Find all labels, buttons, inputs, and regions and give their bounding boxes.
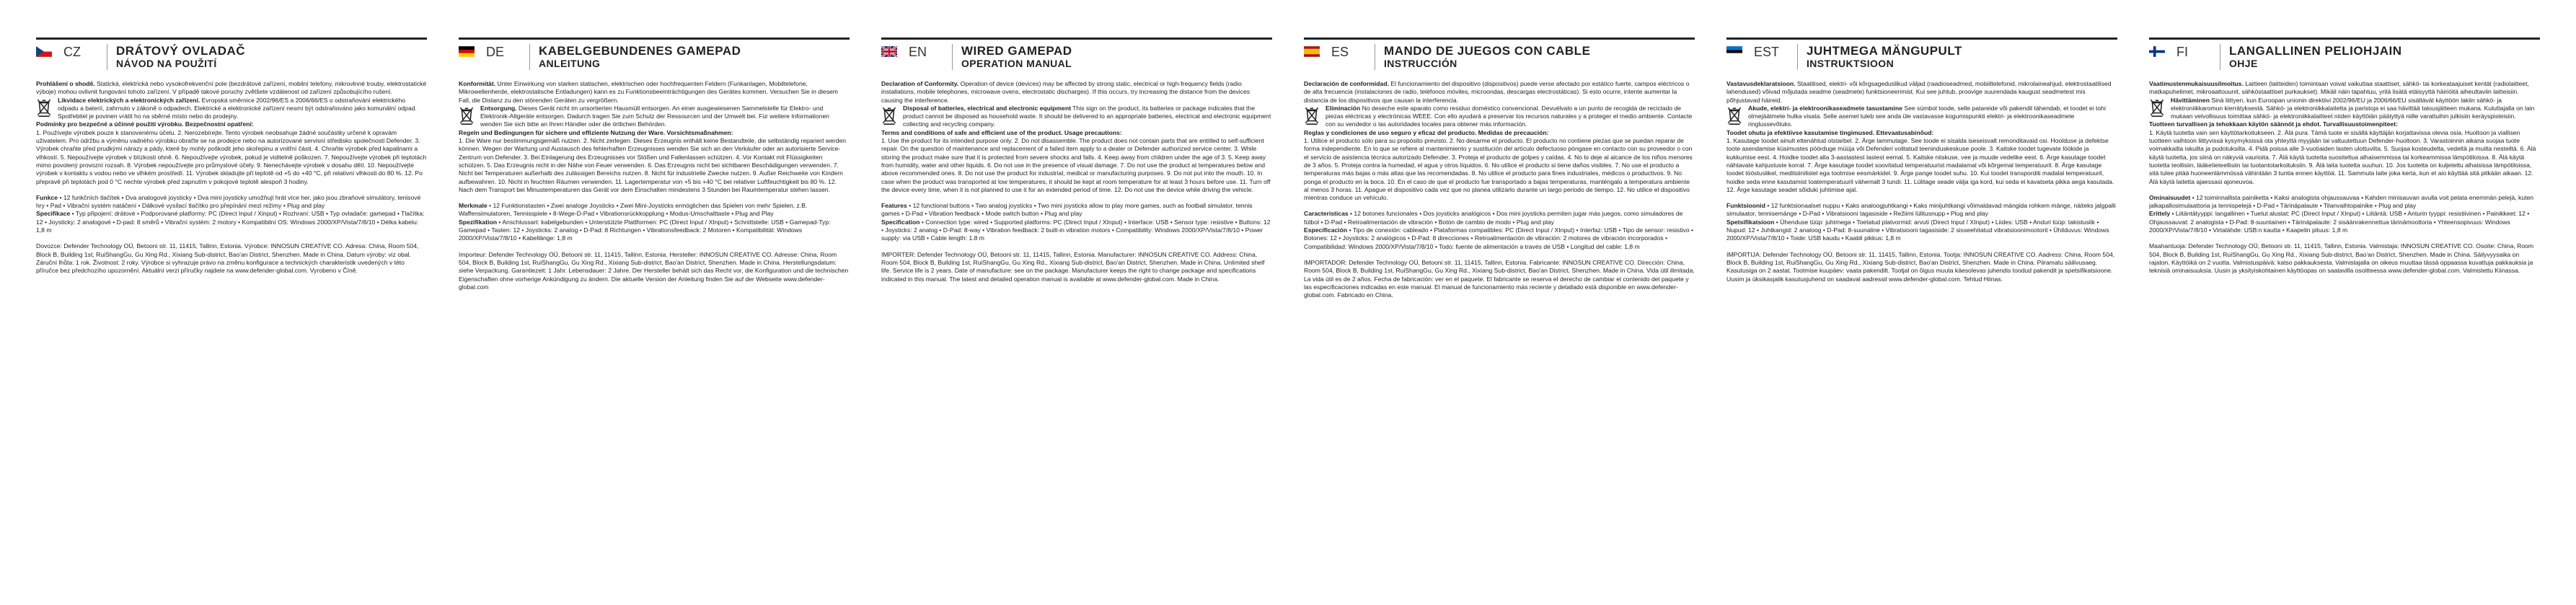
column-body xyxy=(459,80,850,291)
title-block xyxy=(952,44,1072,70)
paragraph-text: Evropská směrnice 2002/96/ES a 2006/66/ES o odstraňování elektrického odpadu a baterií, zahrnuto v zákoně o odpadech. Elektrické a elektronické zařízení nesmí být odstraňováno jako komunální odpad. Spotřebitel je povinen vrátit ho na sběrné místo nebo do prodejny. xyxy=(58,96,417,120)
product-title: WIRED GAMEPAD xyxy=(961,44,1072,58)
flag-fi-icon xyxy=(2149,46,2165,57)
paragraph-heading: Entsorgung. xyxy=(480,104,517,112)
paragraph-text: • 12 Funktionstasten • Zwei analoge Joysticks • Zwei Mini-Joysticks ermöglichen das Spielen von mehr Spielen, z.B. Waffensimulatoren, Tennisspiele • 8-Wege-D-Pad • Vibrationsrückkopplung • Modus-Umschalttaste • Plug and Play xyxy=(459,202,808,218)
paragraph xyxy=(1726,129,2117,137)
paragraph xyxy=(480,105,850,129)
paragraph xyxy=(459,80,850,105)
paragraph-heading: Merkmale xyxy=(459,202,488,210)
title-block xyxy=(1797,44,1962,70)
paragraph-heading: Prohlášení o shodě. xyxy=(36,80,95,87)
weee-bin-icon xyxy=(2149,98,2165,117)
paragraph-heading: Erittely xyxy=(2149,210,2171,218)
paragraph-text: • Liitäntätyyppi: langallinen • Tuetut alustat: PC (Direct Input / XInput) • Liitäntä: USB • Anturin tyyppi: resistiivinen • Painikkeet: 12 • Ohjaussauvat: 2 analogista • D-Pad: 8-suuntainen • Tärinäpalaute: 2 sisäänrakennettua tärinämoottoria • Yhteensopivuus: Windows 2000/XP/Vista/7/8/10 • Virtalähde: USB:n kautta • Kaapelin pituus: 1,8 m xyxy=(2149,210,2530,234)
paragraph xyxy=(881,251,1272,283)
paragraph-text: Unter Einwirkung von starken statischen, elektrischen oder hochfrequenten Feldern (Funkanlagen, Mobiltelefone, Mikrowellenherde, elektrostatische Entladungen) kann es zu Funktionsbeeinträchtigungen des Gerätes kommen. Versuchen Sie in diesem Fall, die Distanz zu den störenden Geräten zu vergrößern. xyxy=(459,80,838,104)
paragraph xyxy=(2149,80,2540,97)
flag-es-icon xyxy=(1304,46,1320,57)
paragraph-text: 1. Käytä tuotetta vain sen käyttötarkoitukseen. 2. Älä pura. Tämä tuote ei sisällä käyttäjän korjattavissa olevia osia. Huoltoon ja viallisen tuotteen vaihtoon liittyvissä kysymyksissä ota yhteyttä myyjään tai valtuutettuun Defender-huoltoon. 3. Varastoinnin aikana suojaa tuote voimakkailta iskuilta ja pudotuksilta. 4. Pidä poissa alle 3-vuotiaiden lasten ulottuvilta. 5. Suojaa kosteudelta, vedeltä ja muilta nesteiltä. 6. Älä käytä tuotetta, jos siinä on näkyviä vaurioita. 7. Älä käytä tuotetta suositeltua alhaisemmissa tai korkeammissa lämpötiloissa. 8. Älä käytä tuotetta teollisiin, lääketieteellisiin tai tuotantotarkoituksiin. 9. Älä laita tuotetta suuhun. 10. Jos tuotetta on kuljetettu alhaisissa lämpötiloissa, sitä tulee pitää huoneenlämmössä vähintään 3 tuntia ennen käyttöä. 11. Sammuta laite joka kerta, kun et aio käyttää sitä pitkään aikaan. 12. Älä käytä laitetta ajaessasi ajoneuvoa. xyxy=(2149,128,2536,185)
column-header xyxy=(2149,37,2540,80)
manual-subtitle: ANLEITUNG xyxy=(539,58,601,69)
paragraph xyxy=(36,210,427,234)
paragraph-text: El funcionamiento del dispositivo (dispositivos) puede verse afectado por estático fuerte, campos eléctricos o de alta frecuencia (instalaciones de radio, teléfonos móviles, microondas, descargas electrostáticas). Si esto ocurre, intente aumentar la distancia de los dispositivos que causan la interferencia. xyxy=(1304,80,1690,104)
paragraph-text: Dieses Gerät nicht im unsortierten Hausmüll entsorgen. An einer ausgewiesenen Sammelstelle für Elektro- und Elektronik-Altgeräte entsorgen. Dadurch tragen Sie zum Schutz der Ressourcen und der Umwelt bei. Für weitere Informationen wenden Sie sich bitte an Ihren Händler oder die örtlichen Behörden. xyxy=(480,104,829,128)
paragraph-text: • Connection type: wired • Supported platforms: PC (Direct Input / XInput) • Interface: USB • Sensor type: resistive • Buttons: 12 • Joysticks: 2 analog • D-Pad: 8-way • Vibration feedback: 2 built-in vibration motors • Compatibility: Windows 2000/XP/Vista/7/8/10 • Power supply: via USB • Cable length: 1.8 m xyxy=(881,218,1271,242)
product-title: DRÁTOVÝ OVLADAČ xyxy=(116,44,246,58)
paragraph-text: • 12 toiminnallista painiketta • Kaksi analogista ohjaussauvaa • Kahden minisauvan avulla voit pelata enemmän pelejä, kuten jalkapallosimulaattoria ja tennispelejä • D-Pad • Tärinäpalaute • Tilanvaihtopainike • Plug and play xyxy=(2149,193,2534,210)
flag-gb-icon xyxy=(881,46,897,57)
paragraph-text: 1. Kasutage toodet ainult ettenähtud otstarbel. 2. Ärge lammutage. See toode ei sisalda iseseisvalt remonditavaid osi. Hoolduse ja defektse toote asendamise küsimustes pöörduge müüja või Defenderi volitatud teeninduskeskuse poole. 3. Kaitske toodet tugevate löökide ja kukkumise eest. 4. Hoidke toodet alla 3-aastastest lastest eemal. 5. Kaitske niiskuse, vee ja muude vedelike eest. 6. Ärge kasutage toodet nähtavate kahjustuste korral. 7. Ärge kasutage toodet soovitatud temperatuurist madalamal või kõrgemal temperatuuril. 8. Ärge kasutage toodet tööstuslikel, meditsiinilistel ega tootmise eesmärkidel. 9. Ärge pange toodet suhu. 10. Kui toodet transporditi madalal temperatuuril, hoidke seda enne kasutamist toatemperatuuril vähemalt 3 tundi. 11. Lülitage seade välja iga kord, kui seda ei kavatseta pikka aega kasutada. 12. Ärge kasutage seadet sõiduki juhtimise ajal. xyxy=(1726,137,2114,193)
paragraph xyxy=(1726,251,2117,283)
paragraph xyxy=(459,129,850,137)
paragraph xyxy=(36,120,427,128)
paragraph xyxy=(36,80,427,97)
language-column-cz xyxy=(36,37,427,605)
product-title: MANDO DE JUEGOS CON CABLE xyxy=(1384,44,1591,58)
language-column-de xyxy=(459,37,850,605)
paragraph-text: 1. Die Ware nur bestimmungsgemäß nutzen. 2. Nicht zerlegen. Dieses Erzeugnis enthält keine Bestandteile, die selbständig repariert werden können. Wegen der Wartung und Austausch des fehlerhaften Erzeugnisses wenden Sie sich an den Verkäufer oder an autorisierte Service-Zentrum von Defender. 3. Bei Einlagerung des Erzeugnisses vor Stößen und Fallenlassen schützen. 4. Vor Kontakt mit Flüssigkeiten schützen. 5. Das Erzeugnis nicht in der Nähe von Feuer verwenden. 6. Das Erzeugnis nicht bei sichtbaren Beschädigungen verwenden. 7. Nicht bei Temperaturen außerhalb des zulässigen Bereichs nutzen. 8. Nicht für industrielle Zwecke nutzen. 9. Außer Reichweite von Kindern aufbewahren. 10. Nicht in feuchten Räumen verwenden. 11. Lagertemperatur von +5 bis +40 °C bei relativer Luftfeuchtigkeit bis 80 %. 12. Nach dem Transport bei Minustemperaturen das Gerät vor dem Einschalten mindestens 3 Stunden bei Raumtemperatur stehen lassen. xyxy=(459,137,847,193)
weee-bin-icon xyxy=(459,106,475,125)
paragraph xyxy=(1304,137,1695,202)
weee-bin-icon xyxy=(1304,106,1320,125)
paragraph xyxy=(881,137,1272,194)
paragraph-heading: Specifikace xyxy=(36,210,71,218)
paragraph-text: • Typ připojení: drátové • Podporované platformy: PC (Direct Input / Xinput) • Rozhraní: USB • Typ ovladače: gamepad • Tlačítka: 12 • Joysticky: 2 analogové • D-pad: 8 směrů • Vibrační systém: 2 motory • Kompatibilní OS: Windows 2000/XP/Vista/7/8/10 • Délka kabelu: 1,8 m xyxy=(36,210,425,234)
column-header xyxy=(881,37,1272,80)
paragraph xyxy=(1726,218,2117,243)
paragraph xyxy=(881,218,1272,243)
paragraph xyxy=(1304,210,1695,226)
paragraph xyxy=(1748,105,2117,129)
product-title: JUHTMEGA MÄNGUPULT xyxy=(1807,44,1962,58)
language-code: CZ xyxy=(63,45,81,59)
paragraph-text: Statická, elektrická nebo vysokofrekvenční pole (bezdrátové zařízení, mobilní telefony, mikrovlnné trouby, elektrostatické výboje) mohou ovlivnit fungování tohoto zařízení. V případě takové poruchy zvětšete vzdálenost od zařízení způsobujícího rušení. xyxy=(36,80,427,96)
paragraph-heading: Podmínky pro bezpečné a účinné použití výrobku. Bezpečnostní opatření: xyxy=(36,120,254,128)
paragraph-text: Laitteen (laitteiden) toimintaan voivat vaikuttaa staattiset, sähkö- tai korkeataajuiset kentät (radiolaitteet, matkapuhelimet, mikroaaltouunit, sähköstaattiset purkaukset). Mikäli näin tapahtuu, yritä lisätä etäisyyttä häiriöitä aiheuttaviin laitteisiin. xyxy=(2149,80,2529,96)
paragraph-text: IMPORTIJA: Defender Technology OÜ, Betooni str. 11, 11415, Tallinn, Estonia. Tootja: INNOSUN CREATIVE CO. Aadress: China, Room 504, Block B, Building 1st, RuiShangGu, Gu Xing Rd., Xixiang Sub-district, Bao'an District, Shenzhen. Made in China. Piiramatu säilivusaeg. Kasutusiga on 2 aastat. Tootmise kuupäev: vaata pakendilt. Tootjal on õigus muuta käesolevas juhendis toodud pakendit ja spetsifikatsioone. Uusim ja üksikasjalik kasutusjuhend on saadaval aadressil www.defender-global.com. Tehtud Hiinas. xyxy=(1726,250,2115,283)
paragraph-text: Maahantuoja: Defender Technology OÜ, Betooni str. 11, 11415, Tallinn, Estonia. Valmistaja: INNOSUN CREATIVE CO. Osoite: China, Room 504, Block B, Building 1st, RuiShangGu, Gu Xing Rd., Xixiang Sub-district, Bao'an District, Shenzhen. Made in China. Säilyvyysaika on rajaton. Käyttöikä on 2 vuotta. Valmistuspäivä: katso pakkauksesta. Valmistajalla on oikeus muuttaa tässä oppaassa kuvattuja pakkauksia ja teknisiä ominaisuuksia. Uusin ja yksityiskohtainen käyttöopas on saatavilla osoitteessa www.defender-global.com. Valmistettu Kiinassa. xyxy=(2149,242,2534,275)
column-header xyxy=(36,37,427,80)
paragraph-text: Staatilised, elektri- või kõrgsageduslikud väljad (raadioseadmed, mobiiltelefonid, mikrolaineahjud, elektrostaatilised lahendused) võivad mõjutada seadme (seadmete) funktsioneerimist. Kui see juhtub, proovige suurendada kaugust seadmetest mis põhjustavad häireid. xyxy=(1726,80,2112,104)
column-header xyxy=(1304,37,1695,80)
language-code: EN xyxy=(909,45,927,59)
title-block xyxy=(107,44,245,70)
paragraph-text: • 12 functional buttons • Two analog joysticks • Two mini joysticks allow to play more games, such as football simulator, tennis games • D-Pad • Vibration feedback • Mode switch button • Plug and play xyxy=(881,202,1253,218)
paragraph-text: • 12 botones funcionales • Dos joysticks analógicos • Dos mini joysticks permiten jugar más juegos, como simuladores de fútbol • D-Pad • Retroalimentación de vibración • Botón de cambio de modo • Plug and play xyxy=(1304,210,1683,226)
paragraph xyxy=(459,218,850,243)
column-body xyxy=(36,80,427,275)
paragraph-heading: Terms and conditions of safe and efficient use of the product. Usage precautions: xyxy=(881,128,1122,136)
language-column-fi xyxy=(2149,37,2540,605)
paragraph-heading: Features xyxy=(881,202,907,210)
manual-subtitle: INSTRUCCIÓN xyxy=(1384,58,1457,69)
paragraph-text: • 12 funktsionaalset nuppu • Kaks analoogjuhtkangi • Kaks minijuhtkangi võimaldavad mängida rohkem mänge, näiteks jalgpalli simulaator, tennisemänge • D-Pad • Vibratsiooni tagasiside • Režiimi lülitusnupp • Plug and play xyxy=(1726,202,2116,218)
weee-bin-icon xyxy=(1726,106,1742,125)
language-column-es xyxy=(1304,37,1695,605)
paragraph xyxy=(2149,129,2540,186)
paragraph-heading: Akude, elektri- ja elektroonikaseadmete tasustamine xyxy=(1748,104,1902,112)
paragraph-heading: Reglas y condiciones de uso seguro y eficaz del producto. Medidas de precaución: xyxy=(1304,128,1549,136)
manual-subtitle: OHJE xyxy=(2229,58,2258,69)
paragraph xyxy=(2171,97,2540,121)
paragraph-text: Sinä liittyen, kun Euroopan unionin direktiivi 2002/96/EU ja 2006/66/EU sisältävät käyttöön lakiin sähkö- ja elektroniikkaromun kierrätyksestä. Sähkö- ja elektroniikkalaitetta ja paristoja ei saa hävittää talousjätteen mukana. Kuluttajalla on lain mukaan velvollisuus toimittaa sähkö- ja elektroniikkalaitteet niiden käyttöiän päätyttyä niille varattuihin julkisiin keräyspisteisiin. xyxy=(2171,96,2535,120)
paragraph-text: 1. Use the product for its intended purpose only. 2. Do not disassemble. The product does not contain parts that are entitled to self-sufficient repair. On the question of maintenance and replacement of a failed item apply to a dealer or Defender authorized service center. 3. While storing the product make sure that it is protected from severe shocks and falls. 4. Keep away from children under the age of 3. 5. Keep away from humidity, water and other liquids. 6. Do not use in the presence of visual damage. 7. Do not use the product at temperatures below and above recommended ones. 8. Do not use the product for industrial, medical or manufacturing purposes. 9. Do not put into the mouth. 10. In case when the product was transported at low temperatures, it should be kept at room temperature for at least 3 hours before use. 11. Turn off the device every time, when it is not planned to use it for an extended period of time. 12. Do not use the device while driving the vehicle. xyxy=(881,137,1271,193)
paragraph-heading: Declaration of Conformity. xyxy=(881,80,959,87)
paragraph xyxy=(903,105,1272,129)
paragraph-heading: Hävittäminen xyxy=(2171,96,2210,104)
paragraph-text: 1. Utilice el producto sólo para su propósito previsto. 2. No desarme el producto. El producto no contiene piezas que se puedan reparar de forma independiente. En lo que se refiere al mantenimiento y sustitución del artículo defectuoso póngase en contacto con su proveedor o con el servicio de asistencia técnica autorizado Defender. 3. Proteja el producto de golpes y caídas. 4. No lo deje al alcance de los niños menores de 3 años. 5. Proteja contra la humedad, el agua y otros líquidos. 6. No utilice el producto si tiene daños visibles. 7. No use el producto a temperaturas más bajas o más altas que las recomendadas. 8. No utilice el producto para fines industriales, médicos o productivos. 9. No ponga el producto en la boca. 10. En el caso de que el producto fue transportado a bajas temperaturas, manténgalo a temperatura ambiente al menos 3 horas. 11. Apague el dispositivo cada vez que no planea utilizarlo durante un largo periodo de tiempo. 12. No utilice el dispositivo mientras conduce un vehículo. xyxy=(1304,137,1693,202)
column-body xyxy=(881,80,1272,283)
paragraph-heading: Ominaisuudet xyxy=(2149,193,2191,201)
paragraph-heading: Toodet ohutu ja efektiivse kasutamise tingimused. Ettevaatusabinõud: xyxy=(1726,128,1934,136)
language-code: FI xyxy=(2176,45,2188,59)
column-body xyxy=(1726,80,2117,283)
column-body xyxy=(1304,80,1695,299)
paragraph xyxy=(36,194,427,211)
weee-bin-icon xyxy=(36,98,52,117)
paragraph xyxy=(58,97,427,121)
paragraph xyxy=(2149,210,2540,234)
flag-cz-icon xyxy=(36,46,52,57)
language-code: ES xyxy=(1331,45,1349,59)
language-code: EST xyxy=(1754,45,1780,59)
paragraph xyxy=(1726,137,2117,194)
paragraph xyxy=(2149,194,2540,211)
paragraph-heading: Spezifikation xyxy=(459,218,498,226)
column-header xyxy=(459,37,850,80)
paragraph xyxy=(1726,202,2117,218)
paragraph-text: See sümbol toode, selle patareide või pakendil tähendab, et toodet ei tohi olmejäätmete hulka visata. Selle asemel tuleb see anda üle vastavasse kogumispunkti elektri- ja elektroonikaseadmete ringlussevõtuks. xyxy=(1748,104,2106,128)
paragraph-heading: Vastavusdeklaratsioon. xyxy=(1726,80,1796,87)
paragraph-text: • 12 funkčních tlačítek • Dva analogové joysticky • Dva mini joysticky umožňují hrát více her, jako jsou zbraňové simulátory, tenisové hry • Pad • Vibrační systém natáčení • Dálkové vysílací tlačítko pro přepínání mezi režimy • Plug and play xyxy=(36,193,421,210)
paragraph-heading: Especificación xyxy=(1304,226,1348,234)
paragraph xyxy=(881,202,1272,218)
paragraph-text: Operation of device (devices) may be affected by strong static, electrical or high-frequency fields (radio installations, mobile telephones, microwave ovens, electrostatic discharges). If this occurs, try increasing the distance from the devices causing the interference. xyxy=(881,80,1250,104)
language-column-ee xyxy=(1726,37,2117,605)
paragraph-heading: Likvidace elektrických a elektronických zařízení. xyxy=(58,96,200,104)
paragraph-heading: Disposal of batteries, electrical and electronic equipment xyxy=(903,104,1072,112)
title-block xyxy=(2220,44,2402,70)
manual-subtitle: INSTRUKTSIOON xyxy=(1807,58,1894,69)
paragraph-text: IMPORTER: Defender Technology OÜ, Betooni str. 11, 11415, Tallinn, Estonia. Manufacturer: INNOSUN CREATIVE CO. Address: China, Room 504, Block B, Building 1st, RuiShangGu, Gu Xing Rd., Xixiang Sub-district, Bao'an District, Shenzhen. Made in China. Unlimited shelf life. Service life is 2 years. Date of manufacture: see on the package. Manufacturer keeps the right to change package and specifications indicated in this manual. The latest and detailed operation manual is available at www.defender-global.com. Made in China. xyxy=(881,250,1265,283)
paragraph xyxy=(881,129,1272,137)
paragraph-text: • Tipo de conexión: cableado • Plataformas compatibles: PC (Direct Input / XInput) • Interfaz: USB • Tipo de sensor: resistivo • Botones: 12 • Joysticks: 2 analógicos • D-Pad: 8 direcciones • Retroalimentación de vibración: 2 motores de vibración incorporados • Compatibilidad: Windows 2000/XP/Vista/7/8/10 • Todo: fuente de alimentación a través de USB • Longitud del cable: 1,8 m xyxy=(1304,226,1693,250)
paragraph-text: 1. Používejte výrobek pouze k stanovenému účelu. 2. Nerozebírejte. Tento výrobek neobsahuje žádné součástky určené k opravám uživatelem. Pro údržbu a výměnu vadného výrobku obraťte se na prodejce nebo na autorizované servisní středisko společnosti Defender. 3. Výrobek chraňte před prudkými nárazy a pády, které by mohly poškodit jeho skořepinu a vnitřní části. 4. Chraňte výrobek před kapalinami a vlhkostí. 5. Nepoužívejte výrobek v blízkosti ohně. 6. Nepoužívejte výrobek, pokud je viditelně poškozen. 7. Nepoužívejte výrobek při teplotách mimo povolený provozní rozsah. 8. Výrobek nepoužívejte pro průmyslové účely. 9. Nenechávejte výrobek v dosahu dětí. 10. Nepoužívejte výrobek v kontaktu s vodou nebo ve vlhkém prostředí. 11. Výrobek skladujte při teplotě od +5 do +40 °C, při relativní vlhkosti do 80 %. 12. Po přepravě při teplotách pod 0 °C nechte výrobek před zapnutím v pokojové teplotě alespoň 3 hodiny. xyxy=(36,128,427,185)
manual-subtitle: NÁVOD NA POUŽITÍ xyxy=(116,58,217,69)
paragraph xyxy=(1304,226,1695,251)
column-header xyxy=(1726,37,2117,80)
paragraph-text: Importeur: Defender Technology OÜ, Betooni str. 11, 11415, Tallinn, Estonia. Hersteller: INNOSUN CREATIVE CO. Adresse: China, Room 504, Block B, Building 1st, RuiShangGu, Gu Xing Rd., Xixiang Sub-district, Bao'an District, Shenzhen. Made in China. Herstellungsdatum: siehe Verpackung. Garantiezeit: 1 Jahr. Lebensdauer: 2 Jahre. Der Hersteller behält sich das Recht vor, die Konfiguration und die technischen Eigenschaften ohne vorherige Ankündigung zu ändern. Die aktuelle Version der Anleitung finden Sie auf der Webseite www.defender-global.com xyxy=(459,250,849,291)
paragraph xyxy=(1304,129,1695,137)
weee-bin-icon xyxy=(881,106,897,125)
paragraph-text: • Ühenduse tüüp: juhtmega • Toetatud platvormid: arvuti (Direct Input / XInput) • Liides: USB • Anduri tüüp: takistuslik • Nupud: 12 • Juhtkangid: 2 analoog • D-Pad: 8-suunaline • Vibratsiooni tagasiside: 2 sisseehitatud vibratsioonimootorit • Ühilduvus: Windows 2000/XP/Vista/7/8/10 • Toide: USB kaudu • Kaabli pikkus: 1,8 m xyxy=(1726,218,2109,242)
paragraph xyxy=(1304,259,1695,299)
paragraph-heading: Regeln und Bedingungen für sichere und effiziente Nutzung der Ware. Vorsichtsmaßnahmen: xyxy=(459,128,733,136)
paragraph xyxy=(2149,242,2540,275)
paragraph-heading: Funktsioonid xyxy=(1726,202,1765,210)
paragraph-heading: Eliminación xyxy=(1326,104,1361,112)
paragraph xyxy=(2149,120,2540,128)
paragraph-text: No deseche este aparato como residuo doméstico convencional. Devuélvalo a un punto de recogida de reciclado de piezas eléctricas y electrónicas WEEE. Con ello ayudará a preservar los recursos naturales y a proteger el medio ambiente. Contacte con su vendedor o las autoridades locales para obtener más información. xyxy=(1326,104,1693,128)
paragraph-text: • Anschlussart: kabelgebunden • Unterstützte Plattformen: PC (Direct Input / XInput) • Schnittstelle: USB • Gamepad-Typ: Gamepad • Tasten: 12 • Joysticks: 2 analog • D-Pad: 8 Richtungen • Vibrationsfeedback: 2 Motoren • Kompatibilität: Windows 2000/XP/Vista/7/8/10 • Kabellänge: 1,8 m xyxy=(459,218,831,242)
title-block xyxy=(529,44,741,70)
flag-ee-icon xyxy=(1726,46,1742,57)
paragraph-heading: Specification xyxy=(881,218,920,226)
paragraph-heading: Spetsifikatsioon xyxy=(1726,218,1775,226)
column-body xyxy=(2149,80,2540,275)
title-block xyxy=(1375,44,1590,70)
paragraph xyxy=(459,137,850,194)
paragraph xyxy=(1304,80,1695,105)
paragraph xyxy=(459,202,850,218)
product-title: LANGALLINEN PELIOHJAIN xyxy=(2229,44,2402,58)
flag-de-icon xyxy=(459,46,475,57)
language-column-gb xyxy=(881,37,1272,605)
paragraph-heading: Vaatimustenmukaisuusilmoitus. xyxy=(2149,80,2244,87)
paragraph-heading: Declaración de conformidad. xyxy=(1304,80,1389,87)
paragraph-heading: Funkce xyxy=(36,193,58,201)
paragraph xyxy=(459,251,850,291)
language-code: DE xyxy=(486,45,505,59)
paragraph-heading: Características xyxy=(1304,210,1349,218)
paragraph xyxy=(1726,80,2117,105)
paragraph xyxy=(36,129,427,186)
paragraph-heading: Tuotteen turvallisen ja tehokkaan käytön säännöt ja ehdot. Turvallisuustoimenpiteet: xyxy=(2149,120,2398,128)
paragraph-text: Dovozce: Defender Technology OÜ, Betooni str. 11, 11415, Tallinn, Estonia. Výrobce: INNOSUN CREATIVE CO. Adresa: China, Room 504, Block B, Building 1st, RuiShangGu, Gu Xing Rd., Xixiang Sub-district, Bao'an District, Shenzhen. Made in China. Datum výroby: viz obal. Záruční lhůta: 1 rok. Životnost: 2 roky. Výrobce si vyhrazuje právo na změnu konfigurace a technických charakteristik uvedených v této příručce bez předchozího upozornění. Aktuální verzi příručky najdete na www.defender-global.com. Vyrobeno v Číně. xyxy=(36,242,419,275)
paragraph xyxy=(881,80,1272,105)
paragraph xyxy=(36,242,427,275)
paragraph xyxy=(1326,105,1695,129)
paragraph-text: This sign on the product, its batteries or package indicates that the product cannot be disposed as household waste. It should be delivered to an appropriate batteries, electrical and electronic equipment collecting and recycling company. xyxy=(903,104,1271,128)
product-title: KABELGEBUNDENES GAMEPAD xyxy=(539,44,741,58)
manual-subtitle: OPERATION MANUAL xyxy=(961,58,1072,69)
paragraph-heading: Konformität. xyxy=(459,80,496,87)
paragraph-text: IMPORTADOR: Defender Technology OÜ, Betooni str. 11, 11415, Tallinn, Estonia. Fabricante: INNOSUN CREATIVE CO. Dirección: China, Room 504, Block B, Building 1st, RuiShangGu, Gu Xing Rd., Xixiang Sub-district, Bao'an District, Shenzhen. Made in China. Vida útil ilimitada. La vida útil es de 2 años. Fecha de fabricación: ver en el paquete. El fabricante se reserva el derecho de cambiar el contenido del paquete y las especificaciones indicadas en este manual. El manual de funcionamiento más reciente y detallado está disponible en www.defender-global.com. Fabricado en China. xyxy=(1304,258,1695,299)
